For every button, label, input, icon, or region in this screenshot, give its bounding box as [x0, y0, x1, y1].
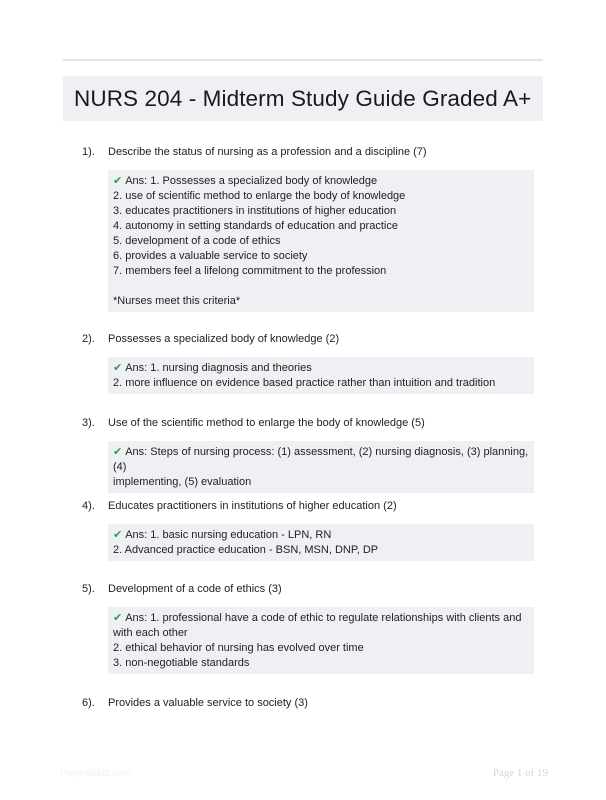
- question-item: [82, 332, 534, 394]
- question-number: 6).: [82, 697, 95, 709]
- answer-first-line: [113, 527, 530, 543]
- document-title: NURS 204 - Midterm Study Guide Graded A+: [74, 85, 532, 111]
- answer-text: Ans: 1. basic nursing education - LPN, RN: [125, 529, 332, 541]
- answer-line: 4. autonomy in setting standards of education and practice: [113, 220, 398, 232]
- answer-line: 2. Advanced practice education - BSN, MSN, DNP, DP: [113, 544, 379, 556]
- question-item: [82, 696, 534, 711]
- question-number: 5).: [82, 583, 95, 595]
- question-number: 3).: [82, 417, 95, 429]
- answer-line: implementing, (5) evaluation: [113, 476, 252, 488]
- question-row: [82, 332, 534, 347]
- answer-text: Ans: Steps of nursing process: (1) assessment, (2) nursing diagnosis, (3) planning, (4): [113, 446, 532, 473]
- question-number: 4).: [82, 500, 95, 512]
- question-item: [82, 145, 534, 312]
- answer-box: [108, 357, 534, 394]
- question-row: [82, 582, 534, 597]
- answer-first-line: [113, 444, 530, 475]
- answer-line: 5. development of a code of ethics: [113, 235, 281, 247]
- question-text: Educates practitioners in institutions of higher education (2): [108, 500, 397, 512]
- answer-line: 2. more influence on evidence based practice rather than intuition and tradition: [113, 377, 496, 389]
- answer-line: 3. educates practitioners in institutions of higher education: [113, 205, 397, 217]
- question-text: Use of the scientific method to enlarge the body of knowledge (5): [108, 417, 425, 429]
- check-icon: ✔: [113, 528, 123, 541]
- answer-text: Ans: 1. Possesses a specialized body of knowledge: [125, 175, 378, 187]
- question-text: Provides a valuable service to society (3): [108, 697, 308, 709]
- answer-line: 2. ethical behavior of nursing has evolved over time: [113, 642, 364, 654]
- answer-first-line: [113, 610, 530, 626]
- answer-box: [108, 607, 534, 674]
- answer-first-line: [113, 360, 530, 376]
- answer-line: 7. members feel a lifelong commitment to the profession: [113, 265, 387, 277]
- question-item: [82, 499, 534, 561]
- header-divider: [63, 59, 543, 61]
- footer-watermark: Paperlibbic.com: [60, 768, 132, 779]
- answer-box: [108, 170, 534, 312]
- answer-box: [108, 441, 534, 493]
- question-text: Describe the status of nursing as a profession and a discipline (7): [108, 146, 427, 158]
- answer-blank-line: [113, 279, 530, 294]
- question-item: [82, 582, 534, 674]
- question-row: [82, 145, 534, 160]
- check-icon: ✔: [113, 174, 123, 187]
- answer-line: with each other: [113, 627, 188, 639]
- check-icon: ✔: [113, 611, 123, 624]
- question-text: Possesses a specialized body of knowledge (2): [108, 333, 340, 345]
- question-number: 1).: [82, 146, 95, 158]
- answer-note: *Nurses meet this criteria*: [113, 295, 241, 307]
- question-number: 2).: [82, 333, 95, 345]
- answer-line: 3. non-negotiable standards: [113, 657, 250, 669]
- question-text: Development of a code of ethics (3): [108, 583, 282, 595]
- answer-text: Ans: 1. professional have a code of ethic to regulate relationships with clients and: [125, 612, 522, 624]
- title-banner: [63, 76, 543, 121]
- question-row: [82, 696, 534, 711]
- answer-box: [108, 524, 534, 561]
- page-indicator: Page 1 of 19: [492, 767, 548, 779]
- answer-line: 6. provides a valuable service to society: [113, 250, 308, 262]
- answer-text: Ans: 1. nursing diagnosis and theories: [125, 362, 312, 374]
- answer-line: 2. use of scientific method to enlarge the body of knowledge: [113, 190, 406, 202]
- question-row: [82, 416, 534, 431]
- check-icon: ✔: [113, 361, 123, 374]
- check-icon: ✔: [113, 445, 123, 458]
- question-item: [82, 416, 534, 493]
- question-row: [82, 499, 534, 514]
- answer-first-line: [113, 173, 530, 189]
